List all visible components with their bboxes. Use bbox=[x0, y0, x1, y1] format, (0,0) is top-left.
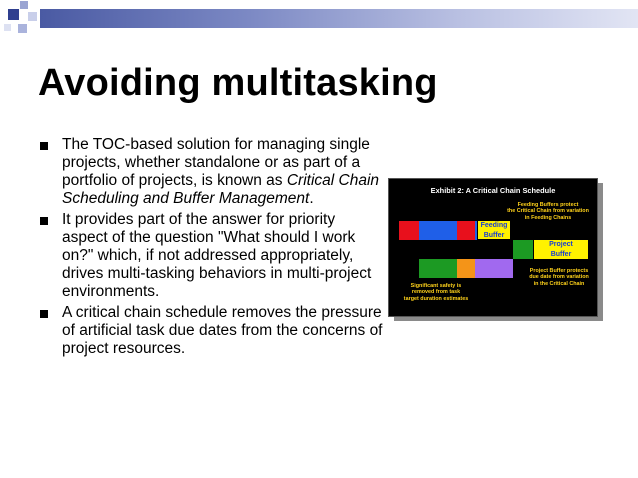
task-green bbox=[513, 240, 533, 259]
bullet-item bbox=[38, 304, 383, 358]
task-red bbox=[457, 221, 475, 240]
bullet-item bbox=[38, 211, 383, 301]
project-buffer: Project Buffer bbox=[533, 239, 589, 260]
header-square bbox=[4, 24, 11, 31]
square-bullet-icon bbox=[40, 217, 48, 225]
feeding-buffer-note: Feeding Buffers protect the Critical Chain from variation in Feeding Chains bbox=[507, 202, 589, 221]
bullet-text: The TOC-based solution for managing single projects, whether standalone or as part of a portfolio of projects, is known as Critical Chain Scheduling and Buffer Management. bbox=[62, 136, 380, 207]
bullet-item bbox=[38, 136, 383, 208]
slide-title: Avoiding multitasking bbox=[38, 62, 438, 104]
project-buffer-note: Project Buffer protects due date from variation in the Critical Chain bbox=[529, 268, 589, 287]
bullet-emphasis: Critical Chain Scheduling and Buffer Management bbox=[62, 172, 380, 207]
task-orange bbox=[457, 259, 475, 278]
task-blue bbox=[419, 221, 457, 240]
feeding-buffer: Feeding Buffer bbox=[477, 220, 511, 240]
critical-chain-exhibit bbox=[388, 178, 598, 317]
header-square bbox=[20, 1, 28, 9]
square-bullet-icon bbox=[40, 142, 48, 150]
header-square bbox=[18, 24, 27, 33]
task-red bbox=[399, 221, 419, 240]
task-purple bbox=[475, 259, 513, 278]
bullet-text: It provides part of the answer for priority aspect of the question "What should I work on?" which, if not addressed appropriately, drives multi-tasking behaviors in multi-project environments. bbox=[62, 211, 372, 300]
header-square bbox=[28, 12, 37, 21]
exhibit-title: Exhibit 2: A Critical Chain Schedule bbox=[430, 186, 556, 195]
safety-note: Significant safety is removed from task target duration estimates bbox=[403, 283, 469, 302]
bullet-text: A critical chain schedule removes the pressure of artificial task due dates from the concerns of project resources. bbox=[62, 304, 383, 357]
square-bullet-icon bbox=[40, 310, 48, 318]
bullet-list bbox=[38, 136, 383, 361]
header-square bbox=[8, 9, 19, 20]
header-gradient-bar bbox=[40, 9, 638, 28]
task-green bbox=[419, 259, 457, 278]
